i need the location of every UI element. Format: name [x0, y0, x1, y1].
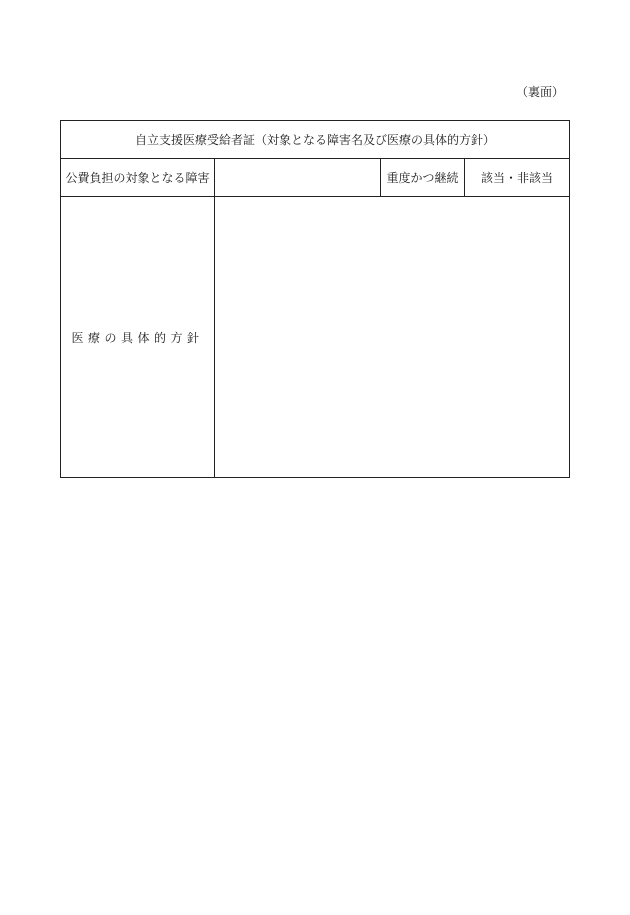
medical-policy-label: 医療の具体的方針: [71, 330, 204, 345]
certificate-form-table: [60, 120, 570, 478]
disability-label: 公費負担の対象となる障害: [65, 171, 210, 185]
severe-continuous-label-cell: [381, 159, 465, 196]
medical-policy-row: [61, 197, 569, 477]
reverse-side-label: （裏面）: [516, 85, 565, 99]
form-title: 自立支援医療受給者証（対象となる障害名及び医療の具体的方針）: [134, 133, 495, 147]
medical-policy-label-cell: [61, 197, 215, 477]
severe-continuous-label: 重度かつ継続: [386, 171, 459, 185]
disability-value-field[interactable]: [215, 159, 381, 196]
form-title-row: [61, 121, 569, 159]
applicability-field[interactable]: [465, 159, 569, 196]
applicability-options: 該当・非該当: [480, 171, 553, 185]
disability-label-cell: [61, 159, 215, 196]
medical-policy-value-field[interactable]: [215, 197, 569, 477]
disability-row: [61, 159, 569, 197]
